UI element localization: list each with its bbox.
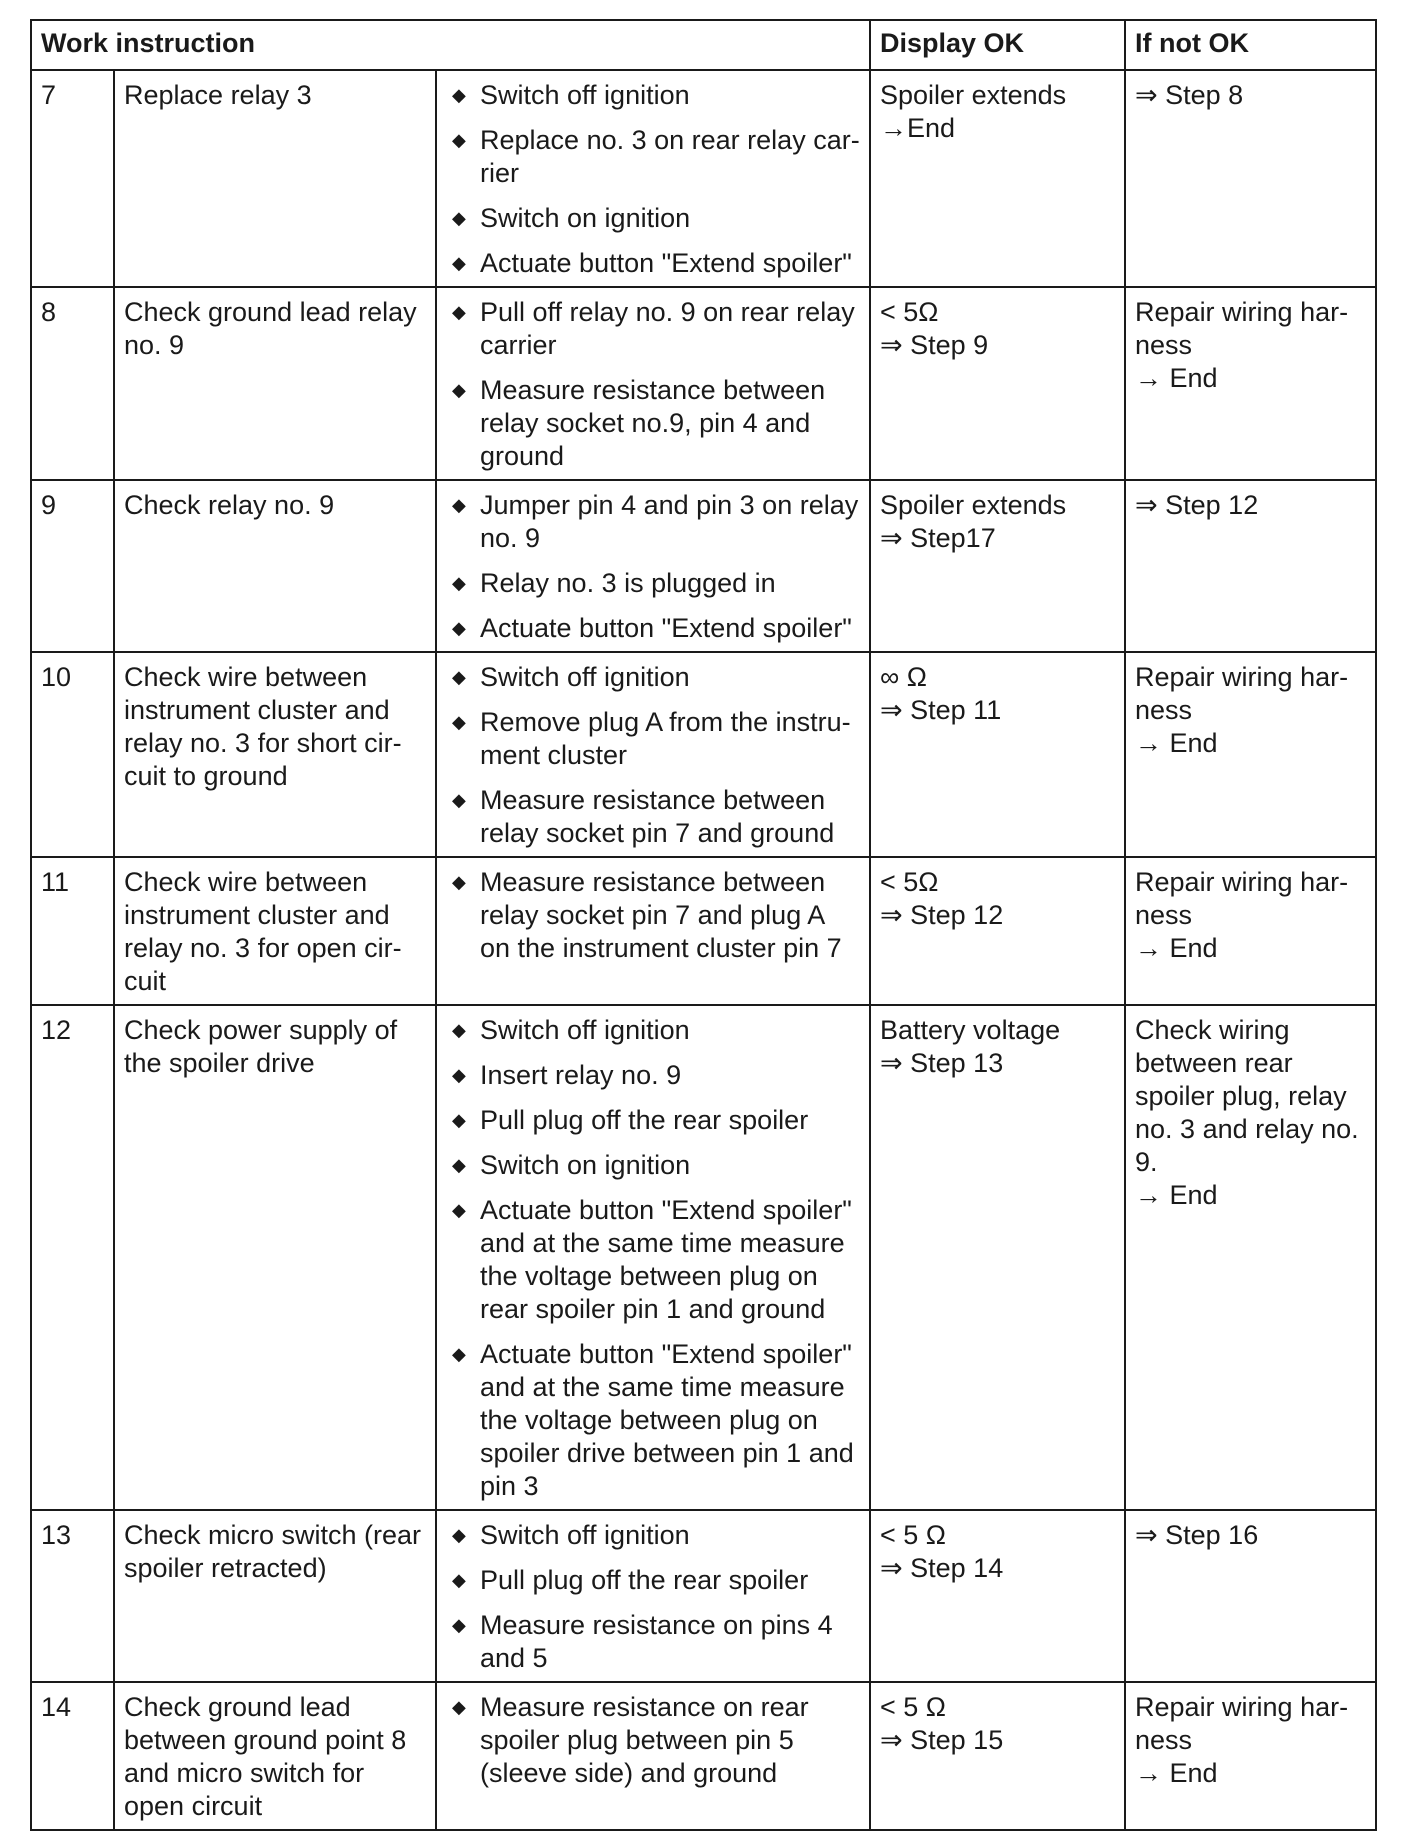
display-ok-line: < 5Ω [880, 867, 939, 897]
procedure-text: Measure resistance between relay socket pin 7 and plug A on the instrument cluster pin 7 [480, 867, 842, 963]
procedure-text: Switch off ignition [480, 662, 690, 692]
procedure-text: Switch off ignition [480, 1015, 690, 1045]
procedure-item [446, 374, 860, 473]
step-number: 13 [31, 1510, 114, 1682]
procedure-item [446, 296, 860, 362]
procedure-list [446, 1691, 860, 1790]
display-ok-line: ⇒ Step 9 [880, 330, 989, 360]
if-not-ok-cell [1125, 1682, 1376, 1830]
step-procedure [436, 857, 870, 1005]
procedure-text: Insert relay no. 9 [480, 1060, 682, 1090]
procedure-item [446, 1519, 860, 1552]
step-task: Check micro switch (rear spoiler retracted) [114, 1510, 436, 1682]
procedure-item [446, 661, 860, 694]
display-ok-cell [870, 480, 1125, 652]
step-procedure [436, 480, 870, 652]
procedure-text: Replace no. 3 on rear relay car-rier [480, 125, 860, 188]
if-not-ok-cell [1125, 70, 1376, 287]
diamond-bullet-icon: ◆ [452, 573, 466, 593]
step-task: Check ground lead between ground point 8 and micro switch for open circuit [114, 1682, 436, 1830]
procedure-list [446, 296, 860, 473]
display-ok-line: ∞ Ω [880, 662, 927, 692]
procedure-item [446, 1059, 860, 1092]
diamond-bullet-icon: ◆ [452, 618, 466, 638]
display-ok-line: ⇒ Step17 [880, 523, 996, 553]
procedure-text: Switch on ignition [480, 203, 691, 233]
if-not-ok-line: Repair wiring har-ness [1135, 297, 1349, 360]
display-ok-line: ⇒ Step 15 [880, 1725, 1004, 1755]
procedure-text: Switch off ignition [480, 1520, 690, 1550]
diamond-bullet-icon: ◆ [452, 790, 466, 810]
step-task: Replace relay 3 [114, 70, 436, 287]
if-not-ok-line: Repair wiring har-ness [1135, 1692, 1349, 1755]
display-ok-line: ⇒ Step 11 [880, 695, 1002, 725]
if-not-ok-cell [1125, 287, 1376, 480]
procedure-item [446, 1338, 860, 1503]
procedure-text: Measure resistance on rear spoiler plug between pin 5 (sleeve side) and ground [480, 1692, 809, 1788]
table-row [31, 70, 1376, 287]
header-work-instruction: Work instruction [31, 20, 870, 70]
table-row [31, 1005, 1376, 1510]
if-not-ok-line: → End [1135, 728, 1218, 758]
display-ok-cell [870, 1682, 1125, 1830]
diamond-bullet-icon: ◆ [452, 712, 466, 732]
diamond-bullet-icon: ◆ [452, 253, 466, 273]
diamond-bullet-icon: ◆ [452, 208, 466, 228]
display-ok-line: →End [880, 113, 956, 143]
display-ok-cell [870, 857, 1125, 1005]
display-ok-cell [870, 287, 1125, 480]
if-not-ok-line: Repair wiring har-ness [1135, 867, 1349, 930]
step-procedure [436, 287, 870, 480]
procedure-text: Actuate button "Extend spoiler" [480, 613, 852, 643]
display-ok-cell [870, 1510, 1125, 1682]
procedure-list [446, 866, 860, 965]
step-number: 7 [31, 70, 114, 287]
table-row [31, 1682, 1376, 1830]
step-number: 14 [31, 1682, 114, 1830]
if-not-ok-cell [1125, 480, 1376, 652]
procedure-item [446, 489, 860, 555]
display-ok-line: ⇒ Step 14 [880, 1553, 1004, 1583]
diamond-bullet-icon: ◆ [452, 1200, 466, 1220]
step-number: 11 [31, 857, 114, 1005]
diamond-bullet-icon: ◆ [452, 85, 466, 105]
procedure-text: Remove plug A from the instru-ment cluster [480, 707, 851, 770]
procedure-text: Pull off relay no. 9 on rear relay carrier [480, 297, 855, 360]
procedure-item [446, 1194, 860, 1326]
header-display-ok: Display OK [870, 20, 1125, 70]
procedure-item [446, 1104, 860, 1137]
if-not-ok-line: → End [1135, 1758, 1218, 1788]
procedure-text: Switch off ignition [480, 80, 690, 110]
display-ok-cell [870, 1005, 1125, 1510]
procedure-text: Switch on ignition [480, 1150, 691, 1180]
step-task: Check wire between instrument cluster and relay no. 3 for short cir-cuit to ground [114, 652, 436, 857]
procedure-text: Actuate button "Extend spoiler" [480, 248, 852, 278]
if-not-ok-line: → End [1135, 1180, 1218, 1210]
step-procedure [436, 652, 870, 857]
procedure-text: Jumper pin 4 and pin 3 on relay no. 9 [480, 490, 859, 553]
step-number: 9 [31, 480, 114, 652]
if-not-ok-line: → End [1135, 363, 1218, 393]
display-ok-line: Battery voltage [880, 1015, 1061, 1045]
diamond-bullet-icon: ◆ [452, 130, 466, 150]
step-task: Check ground lead relay no. 9 [114, 287, 436, 480]
diamond-bullet-icon: ◆ [452, 1110, 466, 1130]
diamond-bullet-icon: ◆ [452, 1570, 466, 1590]
procedure-item [446, 124, 860, 190]
procedure-text: Relay no. 3 is plugged in [480, 568, 776, 598]
display-ok-line: < 5 Ω [880, 1692, 946, 1722]
if-not-ok-cell [1125, 857, 1376, 1005]
if-not-ok-line: ⇒ Step 16 [1135, 1520, 1259, 1550]
if-not-ok-line: ⇒ Step 8 [1135, 80, 1244, 110]
header-if-not-ok: If not OK [1125, 20, 1376, 70]
if-not-ok-line: Repair wiring har-ness [1135, 662, 1349, 725]
table-row [31, 1510, 1376, 1682]
procedure-item [446, 79, 860, 112]
procedure-text: Pull plug off the rear spoiler [480, 1105, 809, 1135]
diamond-bullet-icon: ◆ [452, 1065, 466, 1085]
procedure-list [446, 79, 860, 280]
step-procedure [436, 70, 870, 287]
table-row [31, 480, 1376, 652]
if-not-ok-cell [1125, 1510, 1376, 1682]
procedure-item [446, 866, 860, 965]
display-ok-cell [870, 70, 1125, 287]
procedure-list [446, 661, 860, 850]
step-procedure [436, 1682, 870, 1830]
diamond-bullet-icon: ◆ [452, 872, 466, 892]
step-number: 10 [31, 652, 114, 857]
step-number: 8 [31, 287, 114, 480]
header-row [31, 20, 1376, 70]
procedure-item [446, 567, 860, 600]
step-task: Check power supply of the spoiler drive [114, 1005, 436, 1510]
if-not-ok-line: Check wiring between rear spoiler plug, relay no. 3 and relay no. 9. [1135, 1015, 1359, 1177]
procedure-item [446, 784, 860, 850]
step-procedure [436, 1005, 870, 1510]
procedure-text: Actuate button "Extend spoiler" and at the same time measure the voltage between plug on rear spoiler pin 1 and ground [480, 1195, 852, 1324]
procedure-item [446, 706, 860, 772]
diamond-bullet-icon: ◆ [452, 1525, 466, 1545]
procedure-item [446, 612, 860, 645]
procedure-list [446, 489, 860, 645]
display-ok-line: ⇒ Step 12 [880, 900, 1004, 930]
if-not-ok-cell [1125, 1005, 1376, 1510]
procedure-text: Measure resistance between relay socket no.9, pin 4 and ground [480, 375, 826, 471]
step-procedure [436, 1510, 870, 1682]
procedure-item [446, 1564, 860, 1597]
procedure-item [446, 1609, 860, 1675]
if-not-ok-cell [1125, 652, 1376, 857]
display-ok-cell [870, 652, 1125, 857]
display-ok-line: < 5 Ω [880, 1520, 946, 1550]
step-task: Check wire between instrument cluster and relay no. 3 for open cir-cuit [114, 857, 436, 1005]
diamond-bullet-icon: ◆ [452, 495, 466, 515]
procedure-text: Pull plug off the rear spoiler [480, 1565, 809, 1595]
procedure-item [446, 202, 860, 235]
work-instruction-table [30, 19, 1377, 1831]
diamond-bullet-icon: ◆ [452, 302, 466, 322]
diamond-bullet-icon: ◆ [452, 380, 466, 400]
diamond-bullet-icon: ◆ [452, 1615, 466, 1635]
step-number: 12 [31, 1005, 114, 1510]
diamond-bullet-icon: ◆ [452, 1155, 466, 1175]
table-row [31, 652, 1376, 857]
procedure-text: Actuate button "Extend spoiler" and at the same time measure the voltage between plug on spoiler drive between pin 1 and pin 3 [480, 1339, 854, 1501]
display-ok-line: ⇒ Step 13 [880, 1048, 1004, 1078]
procedure-list [446, 1014, 860, 1503]
procedure-item [446, 1149, 860, 1182]
display-ok-line: Spoiler extends [880, 80, 1067, 110]
procedure-text: Measure resistance between relay socket pin 7 and ground [480, 785, 835, 848]
display-ok-line: Spoiler extends [880, 490, 1067, 520]
if-not-ok-line: → End [1135, 933, 1218, 963]
table-row [31, 287, 1376, 480]
procedure-list [446, 1519, 860, 1675]
procedure-item [446, 1691, 860, 1790]
step-task: Check relay no. 9 [114, 480, 436, 652]
table-row [31, 857, 1376, 1005]
diamond-bullet-icon: ◆ [452, 667, 466, 687]
diamond-bullet-icon: ◆ [452, 1020, 466, 1040]
display-ok-line: < 5Ω [880, 297, 939, 327]
procedure-item [446, 1014, 860, 1047]
diamond-bullet-icon: ◆ [452, 1344, 466, 1364]
table-body [31, 70, 1376, 1830]
if-not-ok-line: ⇒ Step 12 [1135, 490, 1259, 520]
diamond-bullet-icon: ◆ [452, 1697, 466, 1717]
procedure-text: Measure resistance on pins 4 and 5 [480, 1610, 833, 1673]
procedure-item [446, 247, 860, 280]
